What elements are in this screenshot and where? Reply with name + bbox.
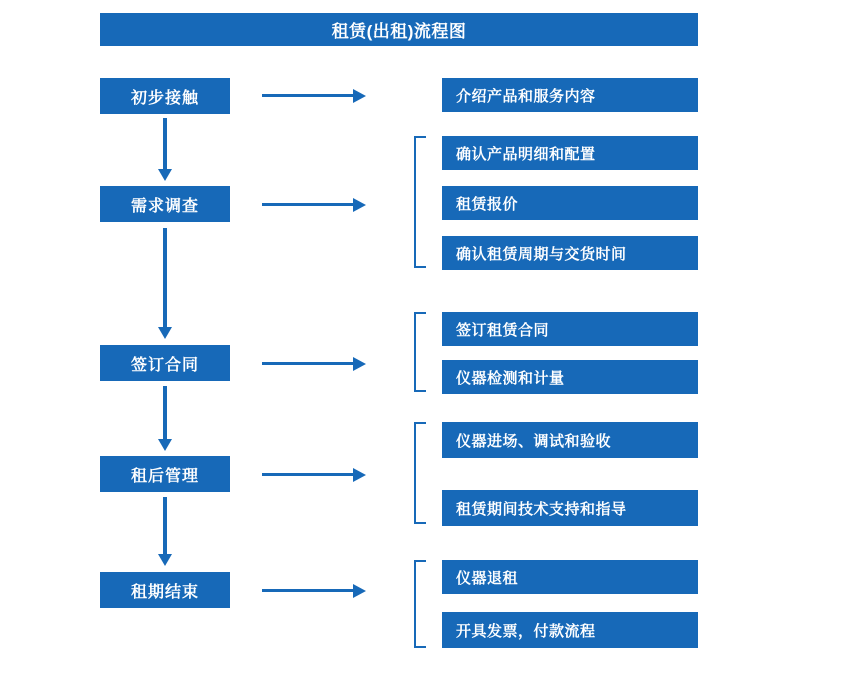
vertical-arrow-4 (163, 497, 167, 555)
stage-box-4[interactable]: 租后管理 (100, 456, 230, 492)
horizontal-arrow-4 (262, 473, 354, 476)
group-bracket-5 (414, 560, 426, 648)
detail-box-10[interactable]: 开具发票，付款流程 (442, 612, 698, 648)
group-bracket-2 (414, 136, 426, 268)
vertical-arrow-1 (163, 118, 167, 170)
stage-box-5[interactable]: 租期结束 (100, 572, 230, 608)
horizontal-arrow-5 (262, 589, 354, 592)
group-bracket-3 (414, 312, 426, 392)
detail-box-5[interactable]: 签订租赁合同 (442, 312, 698, 346)
stage-box-3[interactable]: 签订合同 (100, 345, 230, 381)
group-bracket-4 (414, 422, 426, 524)
detail-box-2[interactable]: 确认产品明细和配置 (442, 136, 698, 170)
vertical-arrow-3 (163, 386, 167, 440)
detail-box-4[interactable]: 确认租赁周期与交货时间 (442, 236, 698, 270)
detail-box-7[interactable]: 仪器进场、调试和验收 (442, 422, 698, 458)
horizontal-arrow-1 (262, 94, 354, 97)
detail-box-8[interactable]: 租赁期间技术支持和指导 (442, 490, 698, 526)
detail-box-6[interactable]: 仪器检测和计量 (442, 360, 698, 394)
stage-box-2[interactable]: 需求调查 (100, 186, 230, 222)
horizontal-arrow-2 (262, 203, 354, 206)
page-title: 租赁(出租)流程图 (100, 13, 698, 46)
detail-box-1[interactable]: 介绍产品和服务内容 (442, 78, 698, 112)
detail-box-3[interactable]: 租赁报价 (442, 186, 698, 220)
stage-box-1[interactable]: 初步接触 (100, 78, 230, 114)
detail-box-9[interactable]: 仪器退租 (442, 560, 698, 594)
horizontal-arrow-3 (262, 362, 354, 365)
vertical-arrow-2 (163, 228, 167, 328)
